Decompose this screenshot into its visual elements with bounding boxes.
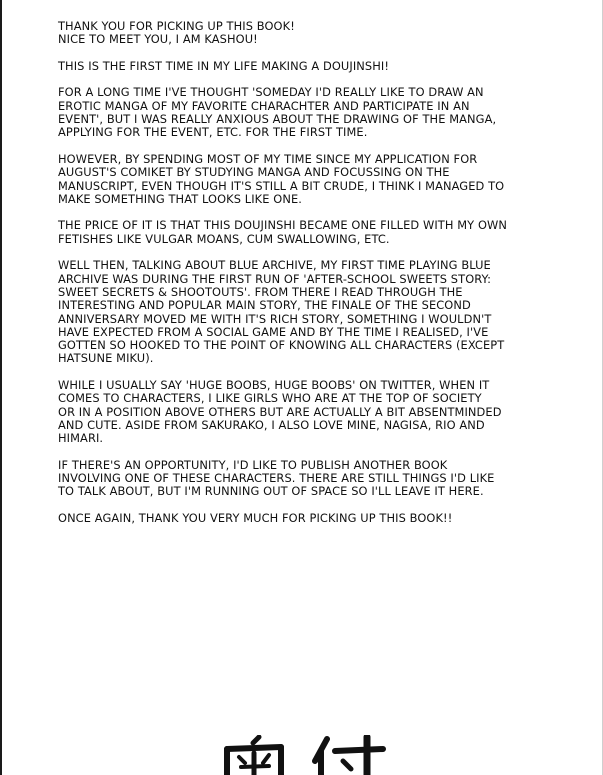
colophon-brush-lettering bbox=[215, 735, 395, 775]
afterword-text bbox=[58, 20, 558, 539]
paragraph-long-time: FOR A LONG TIME I'VE THOUGHT 'SOMEDAY I'D REALLY LIKE TO DRAW AN EROTIC MANGA OF MY FAVORITE CHARACHTER AND PARTICIPATE IN AN EVENT', BUT I WAS REALLY ANXIOUS ABOUT THE DRAWING OF THE MANGA, APPLYING FOR THE EVENT, ETC. FOR THE FIRST TIME. bbox=[58, 85, 497, 140]
greeting-paragraph: THANK YOU FOR PICKING UP THIS BOOK! NICE TO MEET YOU, I AM KASHOU! bbox=[58, 19, 295, 47]
colophon-title-artwork bbox=[215, 735, 395, 775]
paragraph-opportunity: IF THERE'S AN OPPORTUNITY, I'D LIKE TO PUBLISH ANOTHER BOOK INVOLVING ONE OF THESE CHARACTERS. THERE ARE STILL THINGS I'D LIKE TO TALK ABOUT, BUT I'M RUNNING OUT OF SPACE SO I'LL LEAVE IT HERE. bbox=[58, 457, 495, 499]
paragraph-characters: WHILE I USUALLY SAY 'HUGE BOOBS, HUGE BOOBS' ON TWITTER, WHEN IT COMES TO CHARACTERS, I LIKE GIRLS WHO ARE AT THE TOP OF SOCIETY OR IN A POSITION ABOVE OTHERS BUT ARE ACTUALLY A BIT ABSENTMINDED AND CUTE. ASIDE FROM SAKURAKO, I ALSO LOVE MINE, NAGISA, RIO AND HIMARI. bbox=[58, 378, 502, 446]
paragraph-closing: ONCE AGAIN, THANK YOU VERY MUCH FOR PICKING UP THIS BOOK!! bbox=[58, 510, 453, 525]
paragraph-however: HOWEVER, BY SPENDING MOST OF MY TIME SINCE MY APPLICATION FOR AUGUST'S COMIKET BY STUDYING MANGA AND FOCUSSING ON THE MANUSCRIPT, EVEN THOUGH IT'S STILL A BIT CRUDE, I THINK I MANAGED TO MAKE SOMETHING THAT LOOKS LIKE ONE. bbox=[58, 151, 505, 206]
paragraph-price: THE PRICE OF IT IS THAT THIS DOUJINSHI BECAME ONE FILLED WITH MY OWN FETISHES LIKE VULGAR MOANS, CUM SWALLOWING, ETC. bbox=[58, 218, 507, 246]
paragraph-blue-archive: WELL THEN, TALKING ABOUT BLUE ARCHIVE, MY FIRST TIME PLAYING BLUE ARCHIVE WAS DURING THE FIRST RUN OF 'AFTER-SCHOOL SWEETS STORY: SWEET SECRETS & SHOOTOUTS'. FROM THERE I READ THROUGH THE INTERESTING AND POPULAR MAIN STORY, THE FINALE OF THE SECOND ANNIVERSARY MOVED ME WITH IT'S RICH STORY, SOMETHING I WOULDN'T HAVE EXPECTED FROM A SOCIAL GAME AND BY THE TIME I REALISED, I'VE GOTTEN SO HOOKED TO THE POINT OF KNOWING ALL CHARACTERS (EXCEPT HATSUNE MIKU). bbox=[58, 258, 505, 366]
page-left-border bbox=[0, 0, 2, 775]
paragraph-first-doujinshi: THIS IS THE FIRST TIME IN MY LIFE MAKING A DOUJINSHI! bbox=[58, 58, 390, 73]
